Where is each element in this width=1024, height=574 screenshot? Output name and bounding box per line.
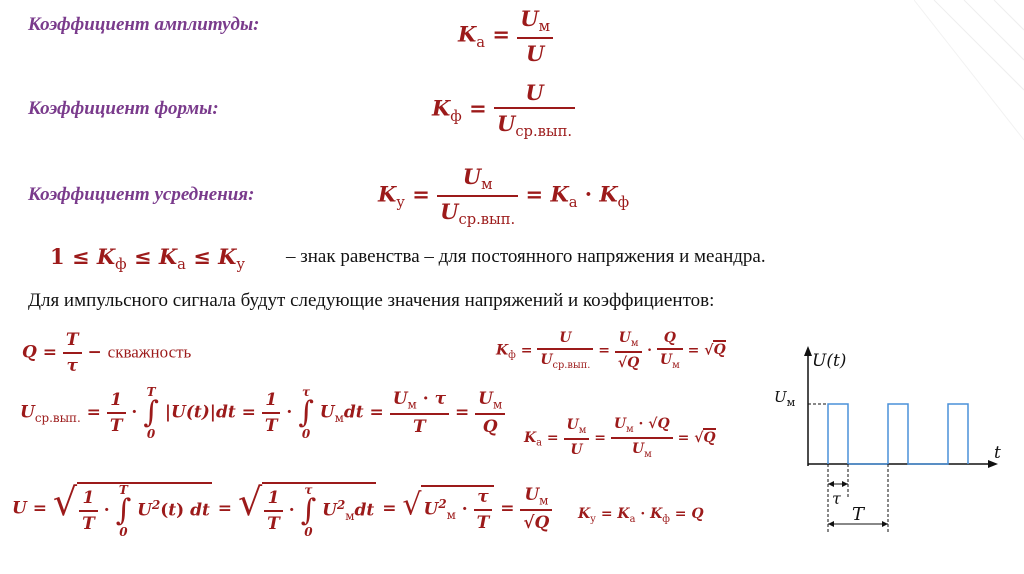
y-axis-arrow-icon bbox=[804, 346, 812, 356]
label-averaging-coefficient: Коэффициент усреднения: bbox=[28, 184, 255, 205]
equality-note: – знак равенства – для постоянного напряжения и меандра. bbox=[286, 246, 766, 267]
label-amplitude-coefficient: Коэффициент амплитуды: bbox=[28, 14, 260, 35]
formula-amplitude: $K_а$ = $\frac{U_м}{U}$ bbox=[458, 6, 553, 66]
pulse-waveform-diagram bbox=[770, 336, 1010, 536]
tau-arrow-right-icon bbox=[842, 481, 848, 487]
impulse-intro-text: Для импульсного сигнала будут следующие значения напряжений и коэффициентов: bbox=[28, 290, 715, 311]
formula-inequality: $1 \le K_ф \le K_а \le K_у$ bbox=[50, 244, 246, 274]
formula-average-rectified-voltage: $U_{ср.вып.}$ = $\frac{1}{T}$ · T ∫ 0 |U(t)|dt = $\frac{1}{T}$ · τ ∫ 0 $U_мdt$ = $\frac{U_м \cdot \tau}{T}$ = $\frac{U_м}{Q}$ bbox=[20, 386, 505, 440]
formula-duty-cycle: Q = $\frac{T}{\tau}$ − скважность bbox=[22, 330, 192, 376]
formula-averaging: $K_у$ = $\frac{U_м}{U_{ср.вып.}}$ = $K_а \cdot K_ф$ bbox=[378, 164, 630, 229]
formula-form-impulse: $K_ф$ = $\frac{U}{U_{ср.вып.}}$ = $\frac{U_м}{√Q}$ · $\frac{Q}{U_м}$ = √Q bbox=[496, 330, 726, 371]
formula-averaging-impulse: $K_у = K_а \cdot K_ф = Q$ bbox=[578, 506, 704, 525]
period-arrow-left-icon bbox=[828, 521, 834, 527]
y-axis-label: U(t) bbox=[812, 351, 847, 371]
pulse-train bbox=[828, 404, 968, 464]
tau-label: τ bbox=[832, 489, 841, 508]
x-axis-label: t bbox=[994, 443, 1001, 463]
tau-arrow-left-icon bbox=[828, 481, 834, 487]
formula-amplitude-impulse: $K_а$ = $\frac{U_м}{U}$ = $\frac{U_м \cdot √Q}{U_м}$ = √Q bbox=[524, 416, 716, 460]
label-form-coefficient: Коэффициент формы: bbox=[28, 98, 219, 119]
formula-rms-voltage: U = √ $\frac{1}{T}$ · T ∫ 0 $U^2(t)$ dt = √ $\frac{1}{T}$ · τ ∫ 0 $U^2_мdt$ = √ $U^2_м$ · $\frac{\tau}{T}$ = $\frac{U_м}{√Q}$ bbox=[12, 480, 552, 538]
formula-form: $K_ф$ = $\frac{U}{U_{ср.вып.}}$ bbox=[432, 80, 575, 140]
period-label: T bbox=[852, 504, 865, 525]
period-arrow-right-icon bbox=[882, 521, 888, 527]
amplitude-label: $U_м$ bbox=[774, 388, 796, 409]
